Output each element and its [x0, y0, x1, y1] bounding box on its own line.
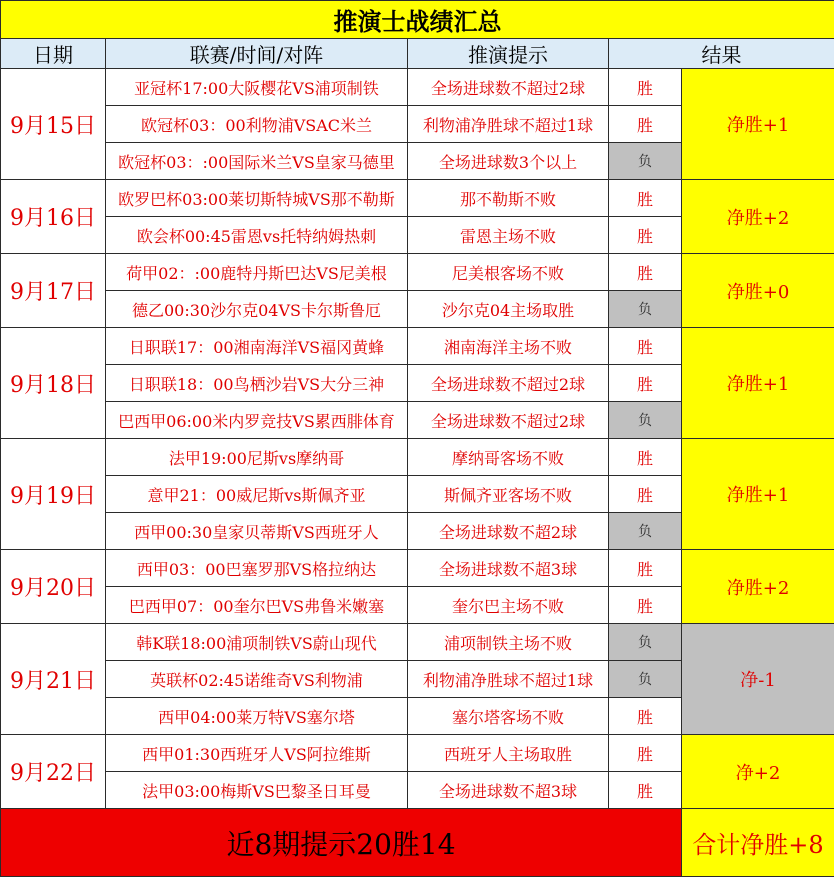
tip-cell: 全场进球数不超过2球 [408, 365, 609, 402]
header-date: 日期 [1, 39, 106, 69]
date-cell: 9月21日 [1, 624, 106, 735]
result-win-cell: 胜 [609, 69, 682, 106]
match-cell: 日职联18：00鸟栖沙岩VS大分三神 [106, 365, 408, 402]
match-cell: 法甲03:00梅斯VS巴黎圣日耳曼 [106, 772, 408, 809]
match-cell: 意甲21：00威尼斯vs斯佩齐亚 [106, 476, 408, 513]
date-cell: 9月15日 [1, 69, 106, 180]
tip-cell: 全场进球数不超过2球 [408, 402, 609, 439]
table-row [1, 328, 834, 365]
match-cell: 亚冠杯17:00大阪樱花VS浦项制铁 [106, 69, 408, 106]
tip-cell: 雷恩主场不败 [408, 217, 609, 254]
tip-cell: 尼美根客场不败 [408, 254, 609, 291]
tip-cell: 全场进球数不超3球 [408, 772, 609, 809]
tip-cell: 全场进球数3个以上 [408, 143, 609, 180]
result-win-cell: 胜 [609, 439, 682, 476]
date-cell: 9月18日 [1, 328, 106, 439]
table-row [1, 254, 834, 291]
match-cell: 法甲19:00尼斯vs摩纳哥 [106, 439, 408, 476]
match-cell: 巴西甲07：00奎尔巴VS弗鲁米嫩塞 [106, 587, 408, 624]
result-loss-cell: 负 [609, 143, 682, 180]
match-cell: 荷甲02：:00鹿特丹斯巴达VS尼美根 [106, 254, 408, 291]
result-win-cell: 胜 [609, 217, 682, 254]
table-row [1, 180, 834, 217]
result-loss-cell: 负 [609, 291, 682, 328]
total-net-win: 合计净胜+8 [682, 809, 834, 877]
tip-cell: 利物浦净胜球不超过1球 [408, 661, 609, 698]
tip-cell: 摩纳哥客场不败 [408, 439, 609, 476]
match-cell: 西甲04:00莱万特VS塞尔塔 [106, 698, 408, 735]
result-loss-cell: 负 [609, 624, 682, 661]
tip-cell: 奎尔巴主场不败 [408, 587, 609, 624]
result-win-cell: 胜 [609, 587, 682, 624]
date-cell: 9月17日 [1, 254, 106, 328]
net-result-cell: 净胜+0 [682, 254, 834, 328]
match-cell: 欧罗巴杯03:00莱切斯特城VS那不勒斯 [106, 180, 408, 217]
net-result-cell: 净胜+2 [682, 550, 834, 624]
match-cell: 西甲01:30西班牙人VS阿拉维斯 [106, 735, 408, 772]
result-loss-cell: 负 [609, 513, 682, 550]
match-cell: 西甲00:30皇家贝蒂斯VS西班牙人 [106, 513, 408, 550]
tip-cell: 那不勒斯不败 [408, 180, 609, 217]
result-win-cell: 胜 [609, 180, 682, 217]
result-win-cell: 胜 [609, 550, 682, 587]
tip-cell: 全场进球数不超过2球 [408, 69, 609, 106]
net-result-cell: 净胜+1 [682, 328, 834, 439]
table-row [1, 439, 834, 476]
match-cell: 欧会杯00:45雷恩vs托特纳姆热刺 [106, 217, 408, 254]
table-row [1, 624, 834, 661]
result-win-cell: 胜 [609, 365, 682, 402]
tip-cell: 西班牙人主场取胜 [408, 735, 609, 772]
result-win-cell: 胜 [609, 476, 682, 513]
table-row [1, 735, 834, 772]
header-result: 结果 [609, 39, 834, 69]
date-cell: 9月19日 [1, 439, 106, 550]
match-cell: 日职联17：00湘南海洋VS福冈黄蜂 [106, 328, 408, 365]
net-result-cell: 净-1 [682, 624, 834, 735]
match-cell: 欧冠杯03：:00国际米兰VS皇家马德里 [106, 143, 408, 180]
tip-cell: 浦项制铁主场不败 [408, 624, 609, 661]
result-win-cell: 胜 [609, 698, 682, 735]
result-win-cell: 胜 [609, 735, 682, 772]
tip-cell: 沙尔克04主场取胜 [408, 291, 609, 328]
summary-text: 近8期提示20胜14 [1, 809, 682, 877]
tip-cell: 斯佩齐亚客场不败 [408, 476, 609, 513]
result-loss-cell: 负 [609, 402, 682, 439]
table-row [1, 550, 834, 587]
tip-cell: 塞尔塔客场不败 [408, 698, 609, 735]
net-result-cell: 净胜+1 [682, 69, 834, 180]
tip-cell: 全场进球数不超3球 [408, 550, 609, 587]
match-cell: 德乙00:30沙尔克04VS卡尔斯鲁厄 [106, 291, 408, 328]
match-cell: 欧冠杯03：00利物浦VSAC米兰 [106, 106, 408, 143]
footer-row [1, 809, 834, 877]
result-win-cell: 胜 [609, 772, 682, 809]
tip-cell: 全场进球数不超2球 [408, 513, 609, 550]
match-cell: 英联杯02:45诺维奇VS利物浦 [106, 661, 408, 698]
net-result-cell: 净胜+2 [682, 180, 834, 254]
date-cell: 9月16日 [1, 180, 106, 254]
result-win-cell: 胜 [609, 254, 682, 291]
result-loss-cell: 负 [609, 661, 682, 698]
match-cell: 巴西甲06:00米内罗竞技VS累西腓体育 [106, 402, 408, 439]
table-row [1, 69, 834, 106]
match-cell: 韩K联18:00浦项制铁VS蔚山现代 [106, 624, 408, 661]
date-cell: 9月20日 [1, 550, 106, 624]
page-title: 推演士战绩汇总 [1, 1, 834, 39]
header-row [1, 39, 834, 69]
result-win-cell: 胜 [609, 106, 682, 143]
match-cell: 西甲03：00巴塞罗那VS格拉纳达 [106, 550, 408, 587]
header-match: 联赛/时间/对阵 [106, 39, 408, 69]
result-win-cell: 胜 [609, 328, 682, 365]
tip-cell: 湘南海洋主场不败 [408, 328, 609, 365]
header-tip: 推演提示 [408, 39, 609, 69]
title-row [1, 1, 834, 39]
net-result-cell: 净+2 [682, 735, 834, 809]
net-result-cell: 净胜+1 [682, 439, 834, 550]
tip-cell: 利物浦净胜球不超过1球 [408, 106, 609, 143]
date-cell: 9月22日 [1, 735, 106, 809]
